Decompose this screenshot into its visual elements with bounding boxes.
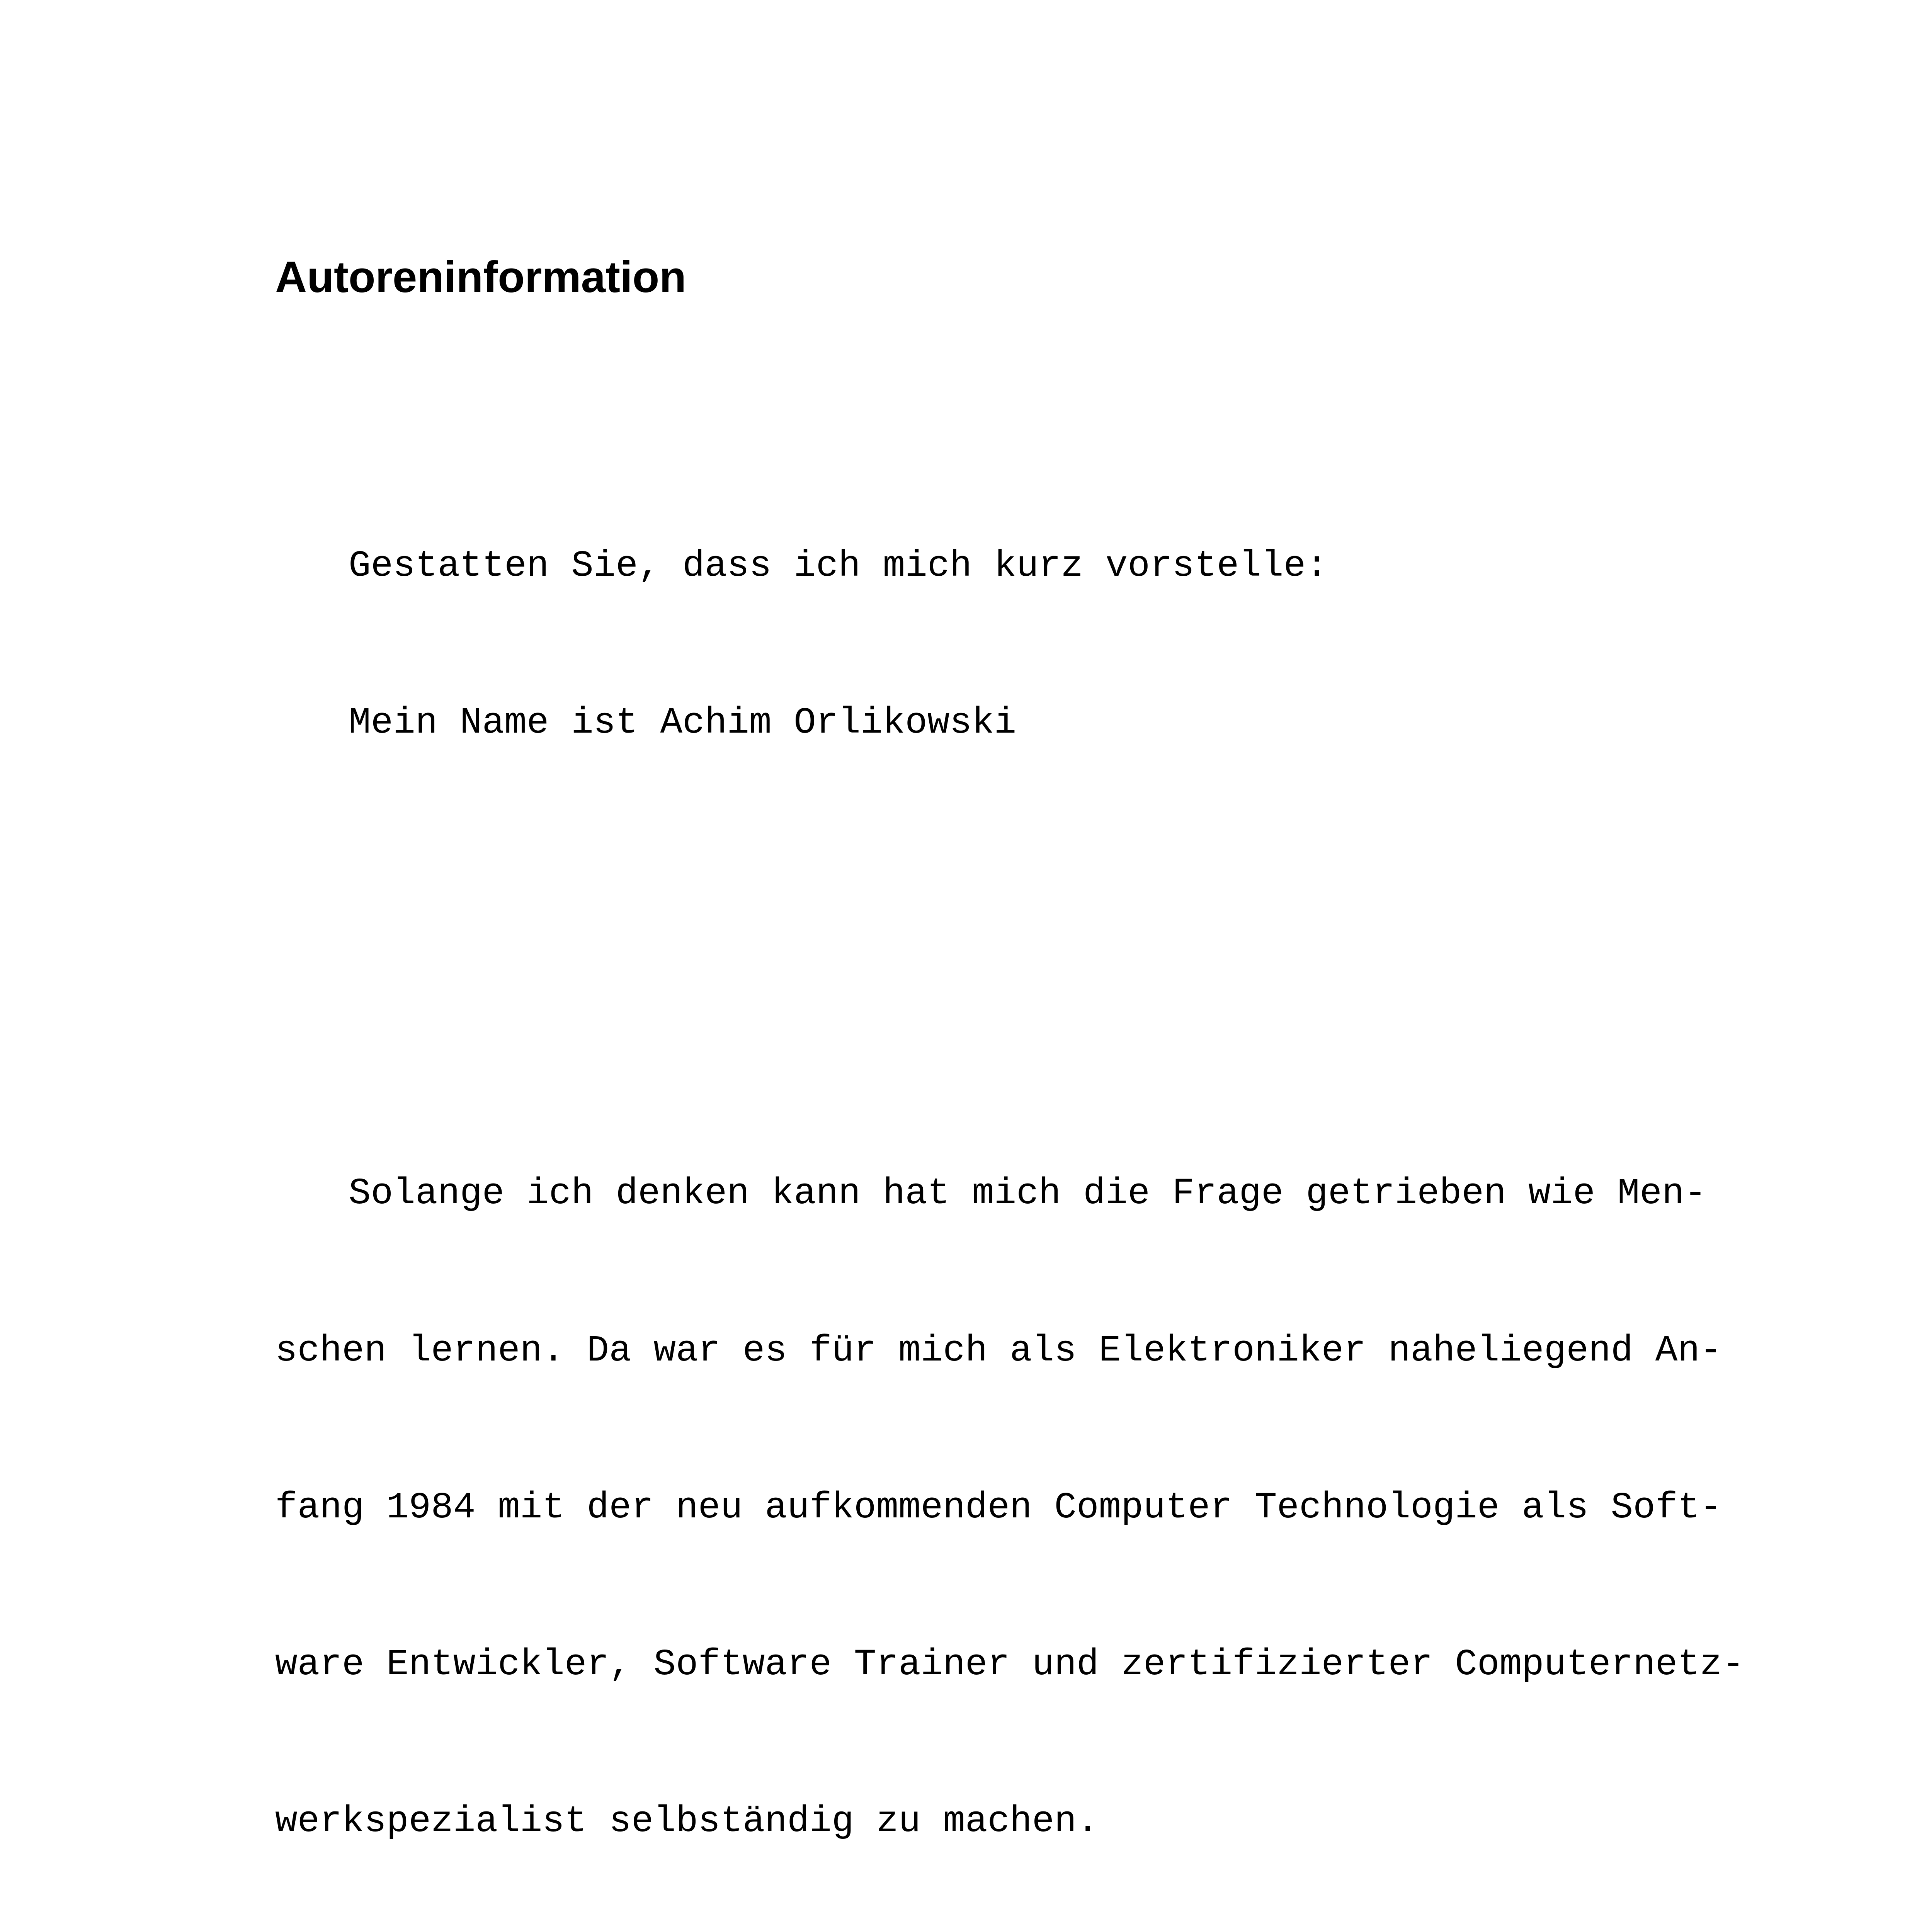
text-line: schen lernen. Da war es für mich als Elektroniker naheliegend An- (275, 1329, 1722, 1372)
text-line: werkspezialist selbständig zu machen. (275, 1800, 1099, 1843)
page-title: Autoreninformation (275, 253, 686, 302)
text-line: ware Entwickler, Software Trainer und zertifizierter Computernetz- (275, 1643, 1745, 1686)
paragraph-background (275, 1063, 1745, 1932)
text-line: Gestatten Sie, dass ich mich kurz vorstelle: (349, 544, 1328, 587)
text-line: Solange ich denken kann hat mich die Frage getrieben wie Men- (349, 1172, 1707, 1215)
text-line: Mein Name ist Achim Orlikowski (349, 701, 1017, 744)
text-line: fang 1984 mit der neu aufkommenden Computer Technologie als Soft- (275, 1486, 1722, 1529)
body-text (275, 330, 1745, 1932)
paragraph-intro (275, 435, 1686, 854)
